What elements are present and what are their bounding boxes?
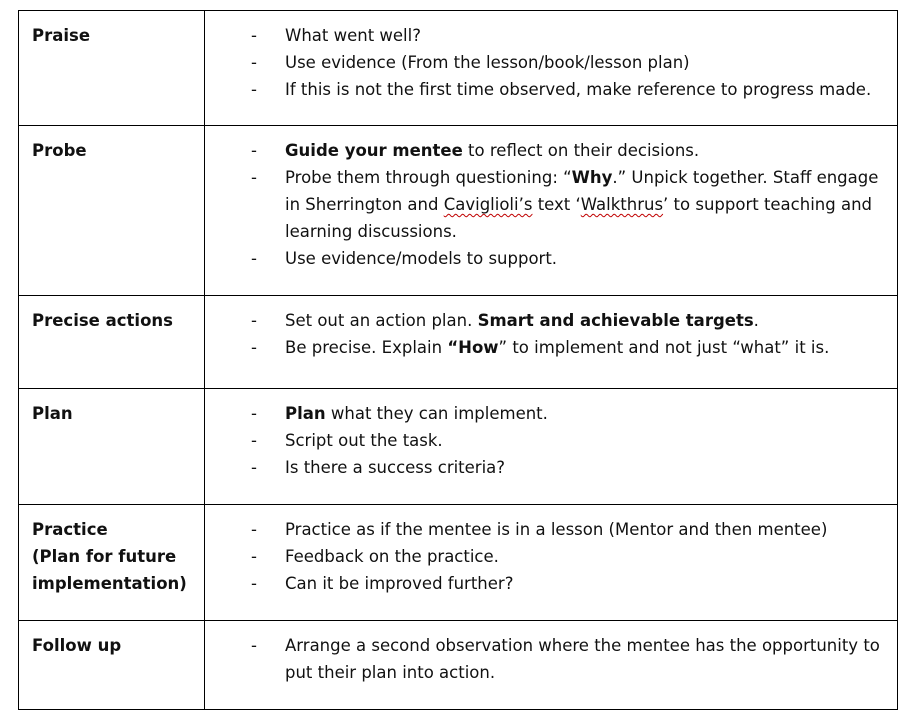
list-item — [205, 543, 885, 570]
spellcheck-flagged-text: Caviglioli’s — [443, 195, 533, 214]
bullet-dash: - — [251, 80, 257, 99]
row-label-cell — [19, 126, 205, 296]
table-row — [19, 11, 898, 126]
item-text: .” Unpick together. Staff engage in Sherrington and — [285, 168, 879, 214]
list-item — [205, 245, 885, 272]
item-text: ’ to support teaching and learning discussions. — [285, 195, 873, 241]
list-item — [205, 49, 885, 76]
bullet-dash: - — [251, 520, 257, 539]
row-label: Precise actions — [32, 311, 173, 330]
row-content-cell — [205, 621, 898, 710]
list-item — [205, 570, 885, 597]
table-row — [19, 389, 898, 505]
table-row — [19, 126, 898, 296]
bullet-list — [205, 137, 885, 272]
list-item — [205, 22, 885, 49]
bold-text: Guide your mentee — [285, 141, 463, 160]
row-label: Probe — [32, 141, 87, 160]
bullet-dash: - — [251, 168, 257, 187]
table-row — [19, 621, 898, 710]
row-label: Plan — [32, 404, 73, 423]
bullet-dash: - — [251, 458, 257, 477]
item-text: Feedback on the practice. — [285, 547, 499, 566]
item-text: . — [753, 311, 759, 330]
bold-text: Smart and achievable targets — [477, 311, 754, 330]
bold-text: “How — [447, 338, 499, 357]
bullet-dash: - — [251, 53, 257, 72]
list-item — [205, 137, 885, 164]
row-label-cell — [19, 505, 205, 621]
list-item — [205, 632, 885, 686]
row-content-cell — [205, 505, 898, 621]
list-item — [205, 427, 885, 454]
list-item — [205, 307, 885, 334]
list-item — [205, 516, 885, 543]
item-text: Script out the task. — [285, 431, 443, 450]
item-text: Set out an action plan. — [285, 311, 478, 330]
item-text: Can it be improved further? — [285, 574, 514, 593]
bullet-list — [205, 632, 885, 686]
row-content-cell — [205, 296, 898, 389]
item-text: Be precise. Explain — [285, 338, 448, 357]
list-item — [205, 334, 885, 361]
item-text: If this is not the first time observed, make reference to progress made. — [285, 80, 872, 99]
bullet-dash: - — [251, 636, 257, 655]
row-content-cell — [205, 126, 898, 296]
bullet-dash: - — [251, 311, 257, 330]
bullet-list — [205, 307, 885, 361]
bullet-dash: - — [251, 26, 257, 45]
item-text: Use evidence/models to support. — [285, 249, 558, 268]
row-label-cell — [19, 621, 205, 710]
bullet-dash: - — [251, 574, 257, 593]
table-row — [19, 505, 898, 621]
item-text: text ‘ — [532, 195, 581, 214]
item-text: what they can implement. — [325, 404, 548, 423]
bullet-dash: - — [251, 141, 257, 160]
item-text: Practice as if the mentee is in a lesson (Mentor and then mentee) — [285, 520, 828, 539]
bullet-list — [205, 400, 885, 481]
list-item — [205, 400, 885, 427]
item-text: Probe them through questioning: “ — [285, 168, 572, 187]
list-item — [205, 454, 885, 481]
row-content-cell — [205, 389, 898, 505]
item-text: Arrange a second observation where the mentee has the opportunity to put their plan into action. — [285, 636, 880, 682]
item-text: Is there a success criteria? — [285, 458, 506, 477]
item-text: Use evidence (From the lesson/book/lesson plan) — [285, 53, 690, 72]
spellcheck-flagged-text: Walkthrus — [580, 195, 664, 214]
bullet-list — [205, 22, 885, 103]
table-row — [19, 296, 898, 389]
coaching-framework-table — [18, 10, 898, 710]
row-label-cell — [19, 11, 205, 126]
bullet-dash: - — [251, 547, 257, 566]
list-item — [205, 76, 885, 103]
list-item — [205, 164, 885, 245]
bullet-list — [205, 516, 885, 597]
bullet-dash: - — [251, 338, 257, 357]
item-text: to reflect on their decisions. — [462, 141, 700, 160]
bullet-dash: - — [251, 404, 257, 423]
item-text: ” to implement and not just “what” it is. — [498, 338, 830, 357]
row-label-cell — [19, 296, 205, 389]
bold-text: Plan — [285, 404, 326, 423]
bullet-dash: - — [251, 249, 257, 268]
item-text: What went well? — [285, 26, 421, 45]
bold-text: Why — [571, 168, 613, 187]
row-content-cell — [205, 11, 898, 126]
row-label: Praise — [32, 26, 91, 45]
row-label-cell — [19, 389, 205, 505]
row-label: Practice (Plan for future implementation) — [32, 520, 187, 593]
row-label: Follow up — [32, 636, 122, 655]
bullet-dash: - — [251, 431, 257, 450]
